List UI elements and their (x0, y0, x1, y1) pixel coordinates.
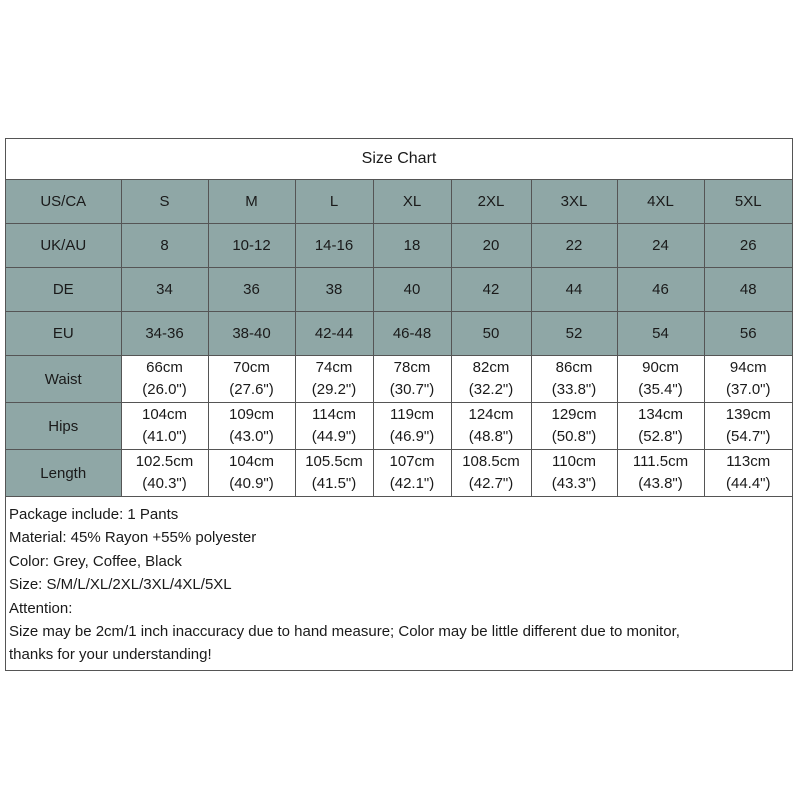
size-cell: 10-12 (208, 224, 295, 268)
size-cell: 18 (373, 224, 451, 268)
measure-cell (704, 356, 792, 403)
size-cell: 20 (451, 224, 531, 268)
measure-cell (451, 356, 531, 403)
size-cell: 3XL (531, 180, 617, 224)
inch-value: (42.7") (468, 475, 514, 492)
size-cell: 54 (617, 312, 704, 356)
size-row (6, 224, 792, 268)
inch-value: (46.9") (389, 428, 435, 445)
inch-value: (33.8") (551, 381, 597, 398)
size-cell: 48 (704, 268, 792, 312)
inch-value: (32.2") (468, 381, 514, 398)
inch-value: (50.8") (551, 428, 597, 445)
cm-value: 78cm (393, 359, 431, 376)
inch-value: (40.9") (229, 475, 274, 492)
size-cell: 46-48 (373, 312, 451, 356)
size-row (6, 268, 792, 312)
size-table (6, 180, 792, 497)
inch-value: (26.0") (142, 381, 187, 398)
row-label: Waist (6, 356, 121, 403)
cm-value: 109cm (228, 406, 275, 423)
measure-cell (704, 450, 792, 497)
cm-value: 119cm (390, 406, 434, 423)
measure-cell (208, 356, 295, 403)
cm-value: 134cm (637, 406, 684, 423)
measure-row (6, 450, 792, 497)
cm-value: 114cm (312, 406, 356, 423)
inch-value: (37.0") (725, 381, 771, 398)
size-cell: M (208, 180, 295, 224)
size-cell: 52 (531, 312, 617, 356)
measure-cell (617, 450, 704, 497)
cm-value: 104cm (141, 406, 188, 423)
measure-row (6, 403, 792, 450)
size-cell: 22 (531, 224, 617, 268)
size-cell: 24 (617, 224, 704, 268)
chart-title: Size Chart (6, 139, 792, 180)
measure-cell (617, 403, 704, 450)
measure-cell (295, 403, 373, 450)
cm-value: 82cm (472, 359, 510, 376)
cm-value: 74cm (315, 359, 353, 376)
cm-value: 110cm (552, 453, 596, 470)
inch-value: (43.3") (551, 475, 597, 492)
cm-value: 107cm (389, 453, 435, 470)
size-cell: S (121, 180, 208, 224)
inch-value: (29.2") (311, 381, 357, 398)
inch-value: (30.7") (389, 381, 435, 398)
inch-value: (43.0") (229, 428, 274, 445)
inch-value: (40.3") (142, 475, 187, 492)
measure-cell (531, 450, 617, 497)
size-cell: 44 (531, 268, 617, 312)
measure-cell (451, 450, 531, 497)
size-cell: 46 (617, 268, 704, 312)
note-line: thanks for your understanding! (9, 646, 212, 664)
note-line: Color: Grey, Coffee, Black (9, 552, 182, 570)
row-label: UK/AU (6, 224, 121, 268)
measure-cell (451, 403, 531, 450)
measure-cell (704, 403, 792, 450)
note-line: Size: S/M/L/XL/2XL/3XL/4XL/5XL (9, 576, 232, 594)
inch-value: (35.4") (638, 381, 683, 398)
size-cell: L (295, 180, 373, 224)
inch-value: (27.6") (229, 381, 274, 398)
inch-value: (48.8") (468, 428, 514, 445)
size-cell: 36 (208, 268, 295, 312)
cm-value: 86cm (555, 359, 593, 376)
size-cell: 38 (295, 268, 373, 312)
note-line: Material: 45% Rayon +55% polyester (9, 529, 257, 547)
note-line: Size may be 2cm/1 inch inaccuracy due to hand measure; Color may be little different due to monitor, (9, 623, 680, 641)
size-row (6, 312, 792, 356)
measure-cell (121, 356, 208, 403)
size-cell: 8 (121, 224, 208, 268)
measure-cell (208, 403, 295, 450)
row-label: DE (6, 268, 121, 312)
row-label: Hips (6, 403, 121, 450)
size-cell: 34-36 (121, 312, 208, 356)
product-notes (6, 497, 792, 667)
cm-value: 129cm (551, 406, 597, 423)
cm-value: 104cm (228, 453, 275, 470)
cm-value: 70cm (233, 359, 270, 376)
measure-cell (617, 356, 704, 403)
note-line: Attention: (9, 599, 73, 617)
size-cell: XL (373, 180, 451, 224)
size-cell: 26 (704, 224, 792, 268)
cm-value: 108.5cm (462, 453, 520, 470)
inch-value: (41.5") (311, 475, 357, 492)
measure-cell (373, 356, 451, 403)
measure-cell (373, 450, 451, 497)
inch-value: (44.9") (311, 428, 357, 445)
inch-value: (43.8") (638, 475, 683, 492)
inch-value: (42.1") (389, 475, 435, 492)
cm-value: 113cm (726, 453, 771, 470)
measure-cell (295, 356, 373, 403)
measure-cell (531, 403, 617, 450)
row-label: US/CA (6, 180, 121, 224)
size-cell: 14-16 (295, 224, 373, 268)
size-chart-frame (5, 138, 793, 671)
cm-value: 66cm (146, 359, 183, 376)
inch-value: (54.7") (725, 428, 771, 445)
measure-cell (208, 450, 295, 497)
measure-row (6, 356, 792, 403)
note-line: Package include: 1 Pants (9, 506, 179, 523)
size-cell: 34 (121, 268, 208, 312)
measure-cell (531, 356, 617, 403)
measure-cell (373, 403, 451, 450)
size-cell: 50 (451, 312, 531, 356)
cm-value: 124cm (468, 406, 514, 423)
row-label: EU (6, 312, 121, 356)
cm-value: 102.5cm (135, 453, 194, 470)
size-cell: 38-40 (208, 312, 295, 356)
size-cell: 42-44 (295, 312, 373, 356)
cm-value: 90cm (642, 359, 679, 376)
inch-value: (41.0") (142, 428, 187, 445)
inch-value: (44.4") (725, 475, 771, 492)
row-label: Length (6, 450, 121, 497)
size-row (6, 180, 792, 224)
cm-value: 111.5cm (632, 453, 689, 470)
measure-cell (121, 450, 208, 497)
size-cell: 4XL (617, 180, 704, 224)
measure-cell (295, 450, 373, 497)
measure-cell (121, 403, 208, 450)
cm-value: 94cm (729, 359, 767, 376)
size-cell: 42 (451, 268, 531, 312)
size-cell: 2XL (451, 180, 531, 224)
cm-value: 105.5cm (305, 453, 363, 470)
size-cell: 40 (373, 268, 451, 312)
size-cell: 56 (704, 312, 792, 356)
inch-value: (52.8") (638, 428, 683, 445)
size-cell: 5XL (704, 180, 792, 224)
cm-value: 139cm (725, 406, 771, 423)
